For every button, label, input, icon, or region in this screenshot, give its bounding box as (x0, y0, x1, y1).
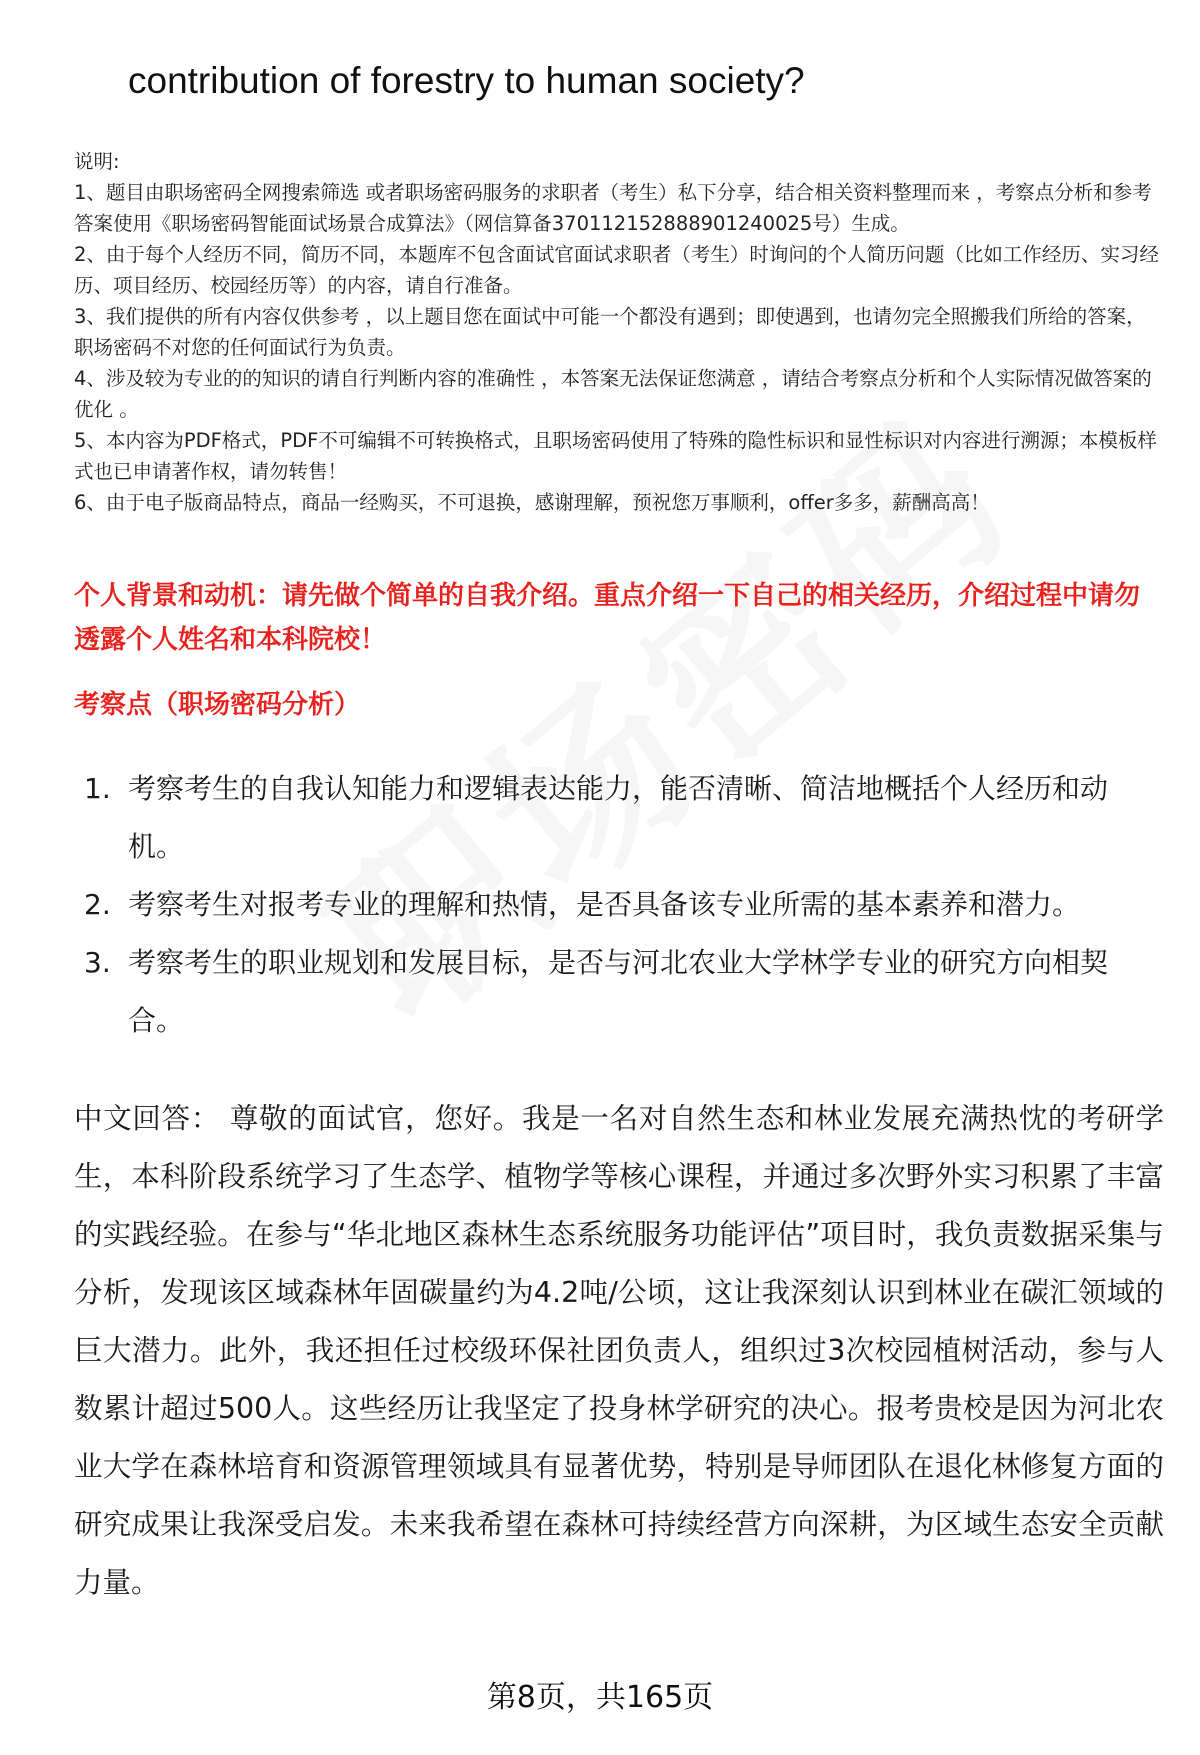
list-item-number: 1. (84, 772, 111, 805)
list-item-number: 2. (84, 888, 111, 921)
note-item: 2、由于每个人经历不同，简历不同，本题库不包含面试官面试求职者（考生）时询问的个人简历问题（比如工作经历、实习经历、项目经历、校园经历等）的内容，请自行准备。 (74, 243, 1159, 297)
note-item: 6、由于电子版商品特点，商品一经购买，不可退换，感谢理解，预祝您万事顺利，offer多多，薪酬高高！ (74, 491, 990, 514)
list-item-text: 考察考生的职业规划和发展目标，是否与河北农业大学林学专业的研究方向相契合。 (128, 946, 1109, 1037)
disclaimer-notes (74, 146, 1164, 518)
assessment-points-list (84, 760, 1144, 1050)
page-number: 第8页，共165页 (486, 1680, 714, 1715)
interview-question-heading: 个人背景和动机：请先做个简单的自我介绍。重点介绍一下自己的相关经历，介绍过程中请勿透露个人姓名和本科院校！ (74, 581, 1141, 655)
list-item (84, 934, 1144, 1050)
note-item: 3、我们提供的所有内容仅供参考 ，以上题目您在面试中可能一个都没有遇到；即使遇到，也请勿完全照搬我们所给的答案，职场密码不对您的任何面试行为负责。 (74, 305, 1146, 359)
note-item: 4、涉及较为专业的的知识的请自行判断内容的准确性 ，本答案无法保证您满意 ，请结合考察点分析和个人实际情况做答案的优化 。 (74, 367, 1152, 421)
notes-heading: 说明: (74, 150, 120, 173)
list-item (84, 760, 1144, 876)
question-title-continuation: contribution of forestry to human society? (128, 60, 805, 101)
list-item-number: 3. (84, 946, 111, 979)
list-item (84, 876, 1144, 934)
chinese-answer: 中文回答： 尊敬的面试官，您好。我是一名对自然生态和林业发展充满热忱的考研学生，本科阶段系统学习了生态学、植物学等核心课程，并通过多次野外实习积累了丰富的实践经验。在参与“华北地区森林生态系统服务功能评估”项目时，我负责数据采集与分析，发现该区域森林年固碳量约为4.2吨/公顷，这让我深刻认识到林业在碳汇领域的巨大潜力。此外，我还担任过校级环保社团负责人，组织过3次校园植树活动，参与人数累计超过500人。这些经历让我坚定了投身林学研究的决心。报考贵校是因为河北农业大学在森林培育和资源管理领域具有显著优势，特别是导师团队在退化林修复方面的研究成果让我深受启发。未来我希望在森林可持续经营方向深耕，为区域生态安全贡献力量。 (74, 1102, 1164, 1599)
note-item: 5、本内容为PDF格式，PDF不可编辑不可转换格式，且职场密码使用了特殊的隐性标识和显性标识对内容进行溯源；本模板样式也已申请著作权，请勿转售！ (74, 429, 1157, 483)
note-item: 1、题目由职场密码全网搜索筛选 或者职场密码服务的求职者（考生）私下分享，结合相关资料整理而来 ，考察点分析和参考答案使用《职场密码智能面试场景合成算法》（网信算备370112152888901240025号）生成。 (74, 181, 1152, 235)
assessment-points-heading: 考察点（职场密码分析） (74, 690, 361, 720)
list-item-text: 考察考生对报考专业的理解和热情，是否具备该专业所需的基本素养和潜力。 (128, 888, 1081, 921)
list-item-text: 考察考生的自我认知能力和逻辑表达能力，能否清晰、简洁地概括个人经历和动机。 (128, 772, 1109, 863)
